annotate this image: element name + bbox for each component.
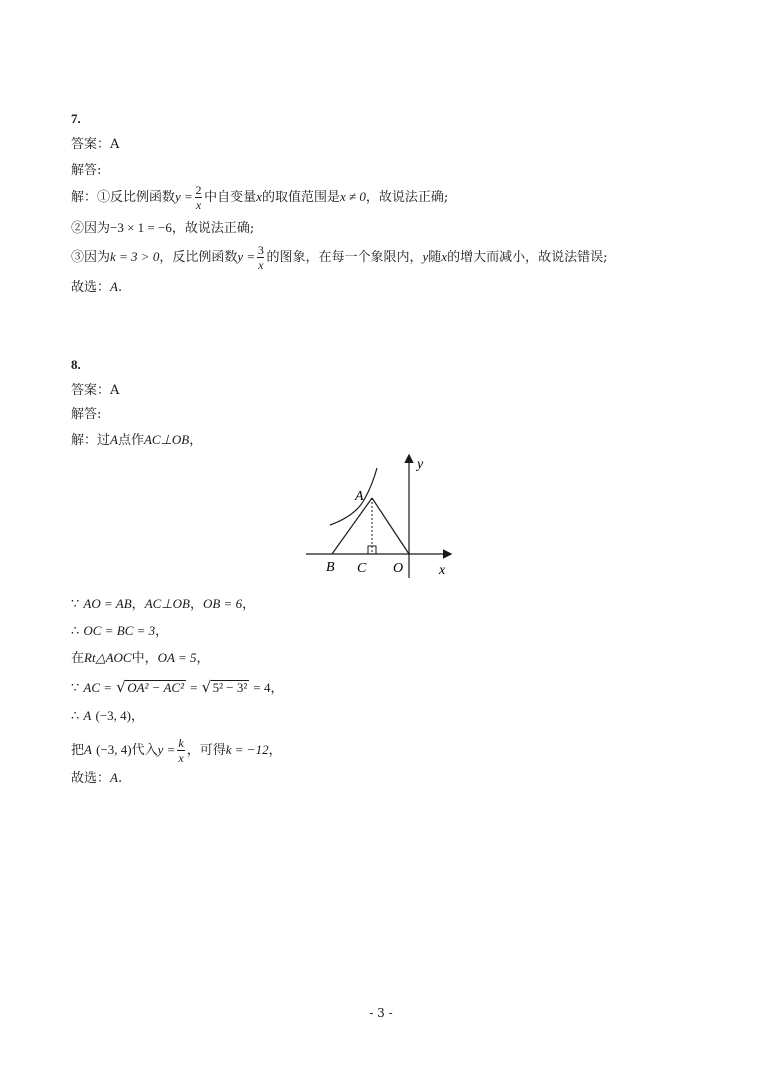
hyperbola-curve bbox=[330, 468, 377, 525]
q8-number: 8. bbox=[71, 357, 81, 372]
page-number: - 3 - bbox=[369, 1006, 393, 1020]
sqrt-expression-1: √ OA² − AC² bbox=[116, 678, 184, 696]
q8-step5: ∴ A (−3, 4)， bbox=[71, 708, 145, 724]
q8-line1: 解：过A点作AC⊥OB， bbox=[71, 432, 203, 448]
q7-line3: ③因为k = 3 > 0，反比例函数y = $\frac{3}{x}$ 的图象，在每一个象限内，y随x的增大而减小，故说法错误; bbox=[71, 243, 608, 272]
q8-solution-label: 解答: bbox=[71, 407, 102, 422]
q7-line2: ②因为−3 × 1 = −6，故说法正确; bbox=[71, 220, 255, 236]
q8-choice: 故选：A. bbox=[71, 770, 123, 786]
segment-ab bbox=[332, 498, 372, 554]
q8-step4: ∵ AC = √ OA² − AC² = √ 5² − 3² = 4， bbox=[71, 678, 284, 696]
label-a: A bbox=[355, 489, 364, 504]
q8-step6: 把A (−3, 4)代入y = $\frac{k}{x}$ ，可得k = −12， bbox=[71, 736, 282, 765]
q7-choice: 故选：A. bbox=[71, 279, 123, 295]
label-y: y bbox=[417, 457, 424, 472]
label-c: C bbox=[357, 561, 367, 576]
label-o: O bbox=[393, 561, 404, 576]
q8-step2: ∴ OC = BC = 3， bbox=[71, 623, 169, 639]
q7-answer: 答案：A bbox=[71, 137, 120, 152]
segment-ao bbox=[372, 498, 409, 554]
geometry-figure bbox=[300, 448, 460, 580]
label-x: x bbox=[439, 563, 446, 578]
q8-step3: 在Rt△AOC中，OA = 5， bbox=[71, 650, 210, 666]
q7-number: 7. bbox=[71, 111, 81, 126]
q8-step1: ∵ AO = AB，AC⊥OB，OB = 6， bbox=[71, 596, 256, 612]
q8-answer: 答案：A bbox=[71, 383, 120, 398]
label-b: B bbox=[326, 560, 335, 575]
q7-solution-label: 解答: bbox=[71, 163, 102, 178]
sqrt-expression-2: √ 5² − 3² bbox=[201, 678, 248, 696]
q7-line1: 解：①反比例函数y = $\frac{2}{x}$ 中自变量x的取值范围是x ≠ 0，故说法正确; bbox=[71, 183, 449, 212]
